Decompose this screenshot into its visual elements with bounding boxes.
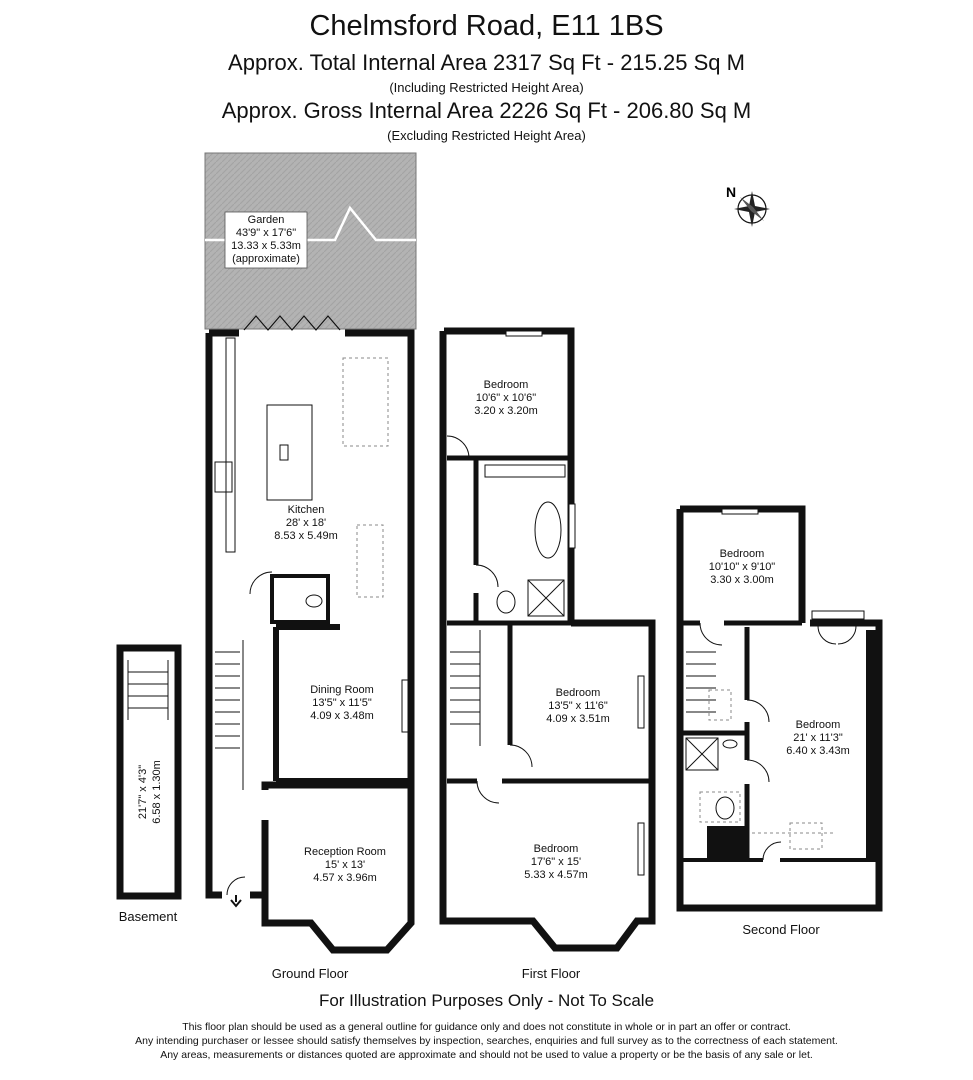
- ff-bedroom3-imperial: 17'6" x 15': [530, 856, 582, 868]
- sf-bedroom1-imperial: 10'10" x 9'10": [708, 561, 776, 573]
- basement-label: Basement: [118, 909, 178, 924]
- total-internal-area: Approx. Total Internal Area 2317 Sq Ft - 215.25 Sq M: [228, 50, 745, 75]
- reception-name: Reception Room: [304, 846, 386, 858]
- ground-floor-plan: [209, 333, 411, 950]
- garden-metric: 13.33 x 5.33m: [231, 240, 301, 252]
- ff-bedroom2-name: Bedroom: [555, 687, 601, 699]
- disclaimer-line-2: Any intending purchaser or lessee should satisfy themselves by inspection, searches, enquiries and full survey as to the correctness of each statement.: [135, 1035, 838, 1047]
- garden-imperial: 43'9" x 17'6": [235, 227, 297, 239]
- sf-bedroom2-name: Bedroom: [795, 719, 841, 731]
- basement-imperial: 21'7" x 4'3": [137, 764, 149, 820]
- dining-metric: 4.09 x 3.48m: [310, 710, 374, 722]
- sf-bedroom1-name: Bedroom: [719, 548, 765, 560]
- basement-plan: [120, 648, 178, 896]
- ff-bedroom3-metric: 5.33 x 4.57m: [524, 869, 588, 881]
- disclaimer-text: [0, 1020, 973, 1062]
- gross-area-note: (Excluding Restricted Height Area): [387, 128, 586, 143]
- ff-bedroom1-metric: 3.20 x 3.20m: [474, 405, 538, 417]
- basement-metric: 6.58 x 1.30m: [151, 760, 163, 824]
- garden-note: (approximate): [232, 253, 300, 265]
- ff-bedroom1-name: Bedroom: [483, 379, 529, 391]
- disclaimer-line-1: This floor plan should be used as a general outline for guidance only and does not constitute in whole or in part an offer or contract.: [182, 1021, 791, 1033]
- gross-internal-area: Approx. Gross Internal Area 2226 Sq Ft - 206.80 Sq M: [221, 98, 752, 123]
- garden: [205, 153, 416, 330]
- dining-imperial: 13'5" x 11'5": [312, 697, 372, 709]
- sf-bedroom2-imperial: 21' x 11'3": [793, 732, 843, 744]
- kitchen-imperial: 28' x 18': [285, 517, 327, 529]
- sf-bedroom1-metric: 3.30 x 3.00m: [710, 574, 774, 586]
- kitchen-metric: 8.53 x 5.49m: [274, 530, 338, 542]
- second-floor-plan: [680, 509, 879, 908]
- ff-bedroom2-imperial: 13'5" x 11'6": [548, 700, 608, 712]
- kitchen-name: Kitchen: [287, 504, 325, 516]
- disclaimer-headline: For Illustration Purposes Only - Not To Scale: [318, 991, 655, 1010]
- first-floor-plan: [443, 331, 652, 948]
- property-address: Chelmsford Road, E11 1BS: [309, 10, 664, 42]
- ff-bedroom1-imperial: 10'6" x 10'6": [475, 392, 537, 404]
- dining-name: Dining Room: [310, 684, 374, 696]
- reception-metric: 4.57 x 3.96m: [313, 872, 377, 884]
- compass-icon: [726, 184, 770, 227]
- first-floor-label: First Floor: [521, 966, 581, 981]
- sf-bedroom2-metric: 6.40 x 3.43m: [786, 745, 850, 757]
- second-floor-label: Second Floor: [742, 922, 820, 937]
- compass-north-label: N: [726, 184, 737, 200]
- ff-bedroom2-metric: 4.09 x 3.51m: [546, 713, 610, 725]
- reception-imperial: 15' x 13': [324, 859, 366, 871]
- ff-bedroom3-name: Bedroom: [533, 843, 579, 855]
- garden-name: Garden: [247, 214, 285, 226]
- ground-floor-label: Ground Floor: [271, 966, 349, 981]
- total-area-note: (Including Restricted Height Area): [389, 80, 584, 95]
- disclaimer-line-3: Any areas, measurements or distances quoted are approximate and should not be used to value a property or be the basis of any sale or let.: [160, 1049, 813, 1061]
